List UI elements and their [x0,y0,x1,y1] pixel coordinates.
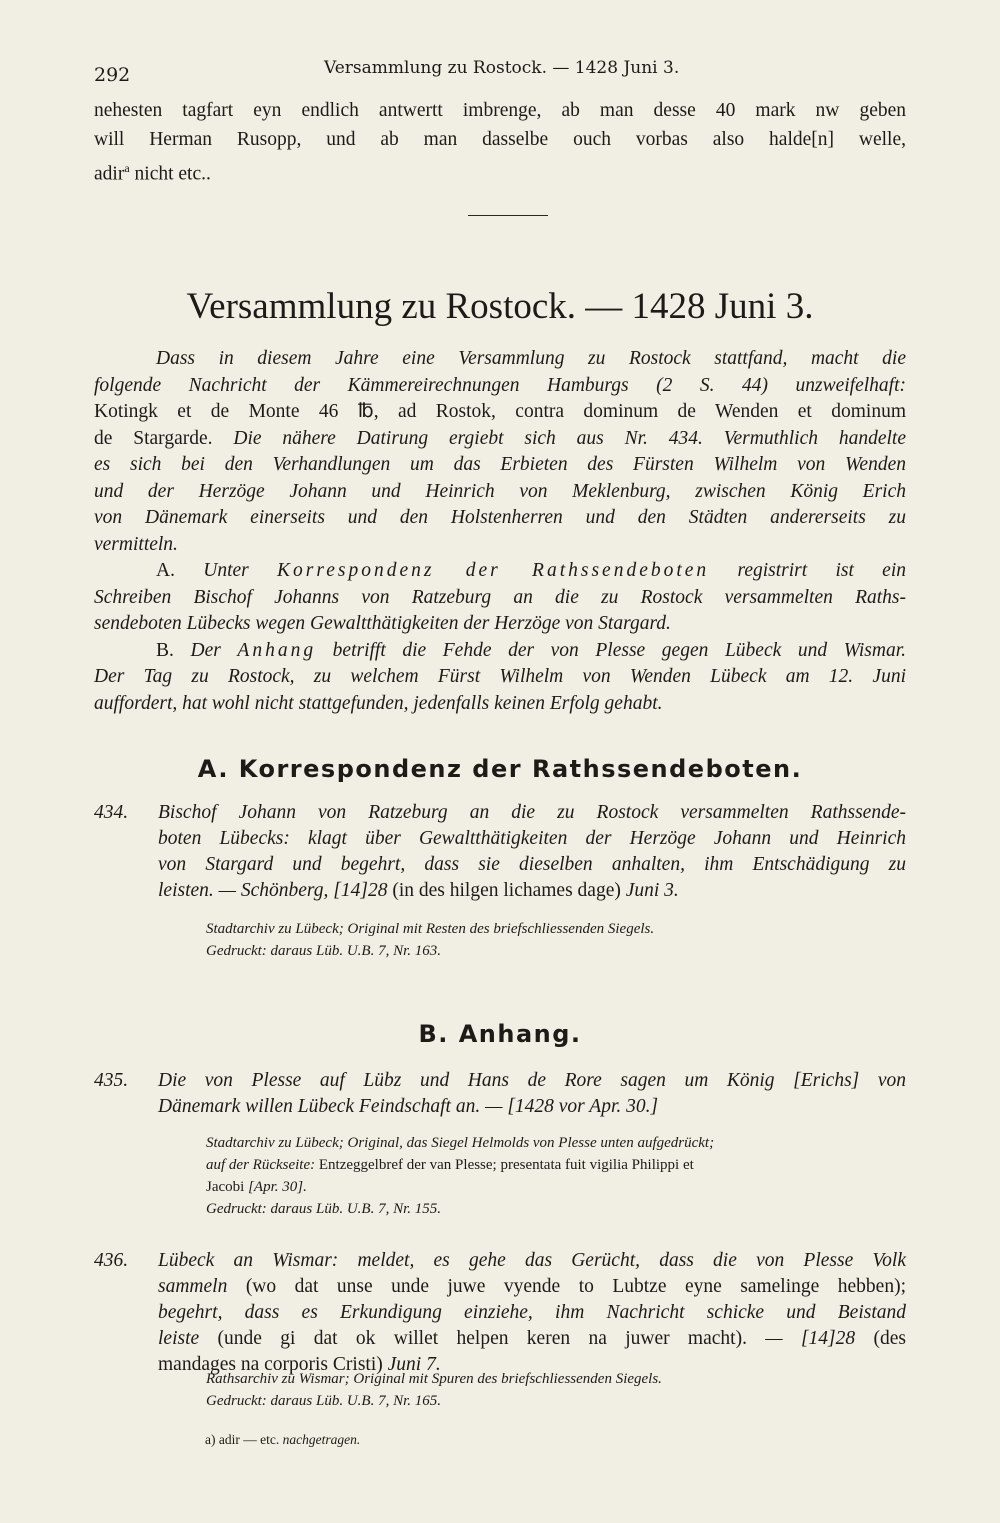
running-head: Versammlung zu Rostock. — 1428 Juni 3. [324,58,680,78]
source-note-435 [94,1132,906,1220]
text-line: Die von Plesse auf Lübz und Hans de Rore sagen um König [Erichs] von [158,1070,906,1091]
entry-number: 436. [94,1250,129,1271]
text-line: von Dänemark einerseits und den Holstenherren und den Städten andererseits zu [94,507,906,528]
footnote-mark: a [124,161,130,175]
text-fragment: betrifft die Fehde der von Plesse gegen Lübeck und Wismar. [316,639,906,661]
text-fragment: Die nähere Datirung ergiebt sich aus Nr. 434. Vermuthlich handelte [233,427,906,449]
section-divider [468,215,548,216]
entry-436 [94,1248,906,1378]
text-fragment: sammeln [158,1276,246,1297]
text-line [94,154,906,189]
text-fragment: Unter [203,560,278,581]
text-line: boten Lübecks: klagt über Gewaltthätigkeiten der Herzöge Johann und Heinrich [158,828,906,849]
note-line: Gedruckt: daraus Lüb. U.B. 7, Nr. 155. [206,1201,441,1217]
entry-number: 434. [94,802,129,823]
text-line: Bischof Johann von Ratzeburg an die zu Rostock versammelten Rathssende- [158,802,906,823]
text-line: Schreiben Bischof Johanns von Ratzeburg an die zu Rostock versammelten Raths- [94,586,906,608]
text-line: auffordert, hat wohl nicht stattgefunden, jedenfalls keinen Erfolg gehabt. [94,692,663,714]
text-line: Kotingk et de Monte 46 ℔, ad Rostok, contra dominum de Wenden et dominum [94,401,906,422]
note-line: Stadtarchiv zu Lübeck; Original, das Siegel Helmolds von Plesse unten aufgedrückt; [206,1135,715,1151]
text-line: Der Tag zu Rostock, zu welchem Fürst Wilhelm von Wenden Lübeck am 12. Juni [94,666,906,687]
text-line: folgende Nachricht der Kämmereirechnungen Hamburgs (2 S. 44) unzweifelhaft: [94,374,906,396]
section-heading-a: A. Korrespondenz der Rathssendeboten. [197,755,803,783]
intro-paragraph [94,346,906,717]
item-label: A. [156,560,204,581]
note-line [206,1154,906,1176]
text-fragment: mandages na corporis Cristi) [158,1354,383,1375]
text-fragment: Juni 7. [382,1354,441,1375]
text-fragment: Entzeggelbref der van Plesse; presentata fuit vigilia Philippi et [318,1157,694,1173]
item-label: B. [156,639,191,661]
text-fragment: (des [873,1328,906,1349]
text-line: Dänemark willen Lübeck Feindschaft an. — [1428 vor Apr. 30.] [158,1096,659,1117]
text-line: und der Herzöge Johann und Heinrich von Meklenburg, zwischen König Erich [94,480,906,502]
note-line: Gedruckt: daraus Lüb. U.B. 7, Nr. 165. [206,1393,441,1409]
text-fragment: de Stargarde. [94,427,234,449]
text-fragment: adir [94,163,125,185]
text-fragment: Juni 3. [620,880,679,901]
section-heading-b: B. Anhang. [418,1020,582,1048]
text-fragment: leiste [158,1328,218,1349]
text-line: vermitteln. [94,533,178,555]
text-fragment: (wo dat unse unde juwe vyende to Lubtze eyne samelinge hebben); [245,1276,906,1297]
section-title: Versammlung zu Rostock. — 1428 Juni 3. [186,286,814,327]
note-line [206,1176,906,1198]
text-fragment: registrirt ist ein [709,560,906,581]
text-fragment: (in des hilgen lichames dage) [392,880,621,901]
text-fragment: auf der Rückseite: [206,1157,319,1173]
entry-number: 435. [94,1070,129,1091]
text-line [158,1326,906,1352]
text-line [158,1274,906,1300]
note-line: Gedruckt: daraus Lüb. U.B. 7, Nr. 163. [206,943,441,959]
text-line [94,558,906,585]
text-fragment: [Apr. 30]. [248,1179,307,1195]
text-fragment: Jacobi [206,1179,249,1195]
text-fragment: — [14]28 [746,1328,874,1349]
text-line [158,878,906,904]
note-line: Stadtarchiv zu Lübeck; Original mit Resten des briefschliessenden Siegels. [206,921,655,937]
text-fragment: nachgetragen. [282,1432,361,1447]
note-line: Rathsarchiv zu Wismar; Original mit Spuren des briefschliessenden Siegels. [206,1371,662,1387]
text-fragment: Anhang [237,639,317,661]
text-line: will Herman Rusopp, und ab man dasselbe ouch vorbas also halde[n] welle, [94,129,906,150]
text-fragment: leisten. — Schönberg, [14]28 [158,880,393,901]
text-fragment: a) adir — etc. [205,1432,283,1447]
text-line: von Stargard und begehrt, dass sie dieselben anhalten, ihm Entschädigung zu [158,854,906,875]
text-fragment: Der [190,639,238,661]
text-fragment: nicht etc.. [129,163,211,185]
source-note-434 [94,918,906,962]
text-line: sendeboten Lübecks wegen Gewaltthätigkeiten der Herzöge von Stargard. [94,613,671,634]
text-line: begehrt, dass es Erkundigung einziehe, ihm Nachricht schicke und Beistand [158,1302,906,1323]
text-fragment: Korrespondenz der Rathssendeboten [277,560,710,581]
footnote [205,1432,360,1448]
entry-435 [94,1068,906,1120]
text-fragment: (unde gi dat ok willet helpen keren na juwer macht). [217,1328,747,1349]
text-line: Dass in diesem Jahre eine Versammlung zu Rostock stattfand, macht die [156,348,906,369]
text-line: Lübeck an Wismar: meldet, es gehe das Gerücht, dass die von Plesse Volk [158,1250,906,1271]
text-line: nehesten tagfart eyn endlich antwertt imbrenge, ab man desse 40 mark nw geben [94,100,906,121]
source-note-436 [94,1368,906,1412]
text-line [94,638,906,665]
opening-paragraph [94,96,906,189]
page-number: 292 [94,64,131,86]
entry-434 [94,800,906,904]
text-line [94,426,906,453]
text-line: es sich bei den Verhandlungen um das Erbieten des Fürsten Wilhelm von Wenden [94,454,906,475]
